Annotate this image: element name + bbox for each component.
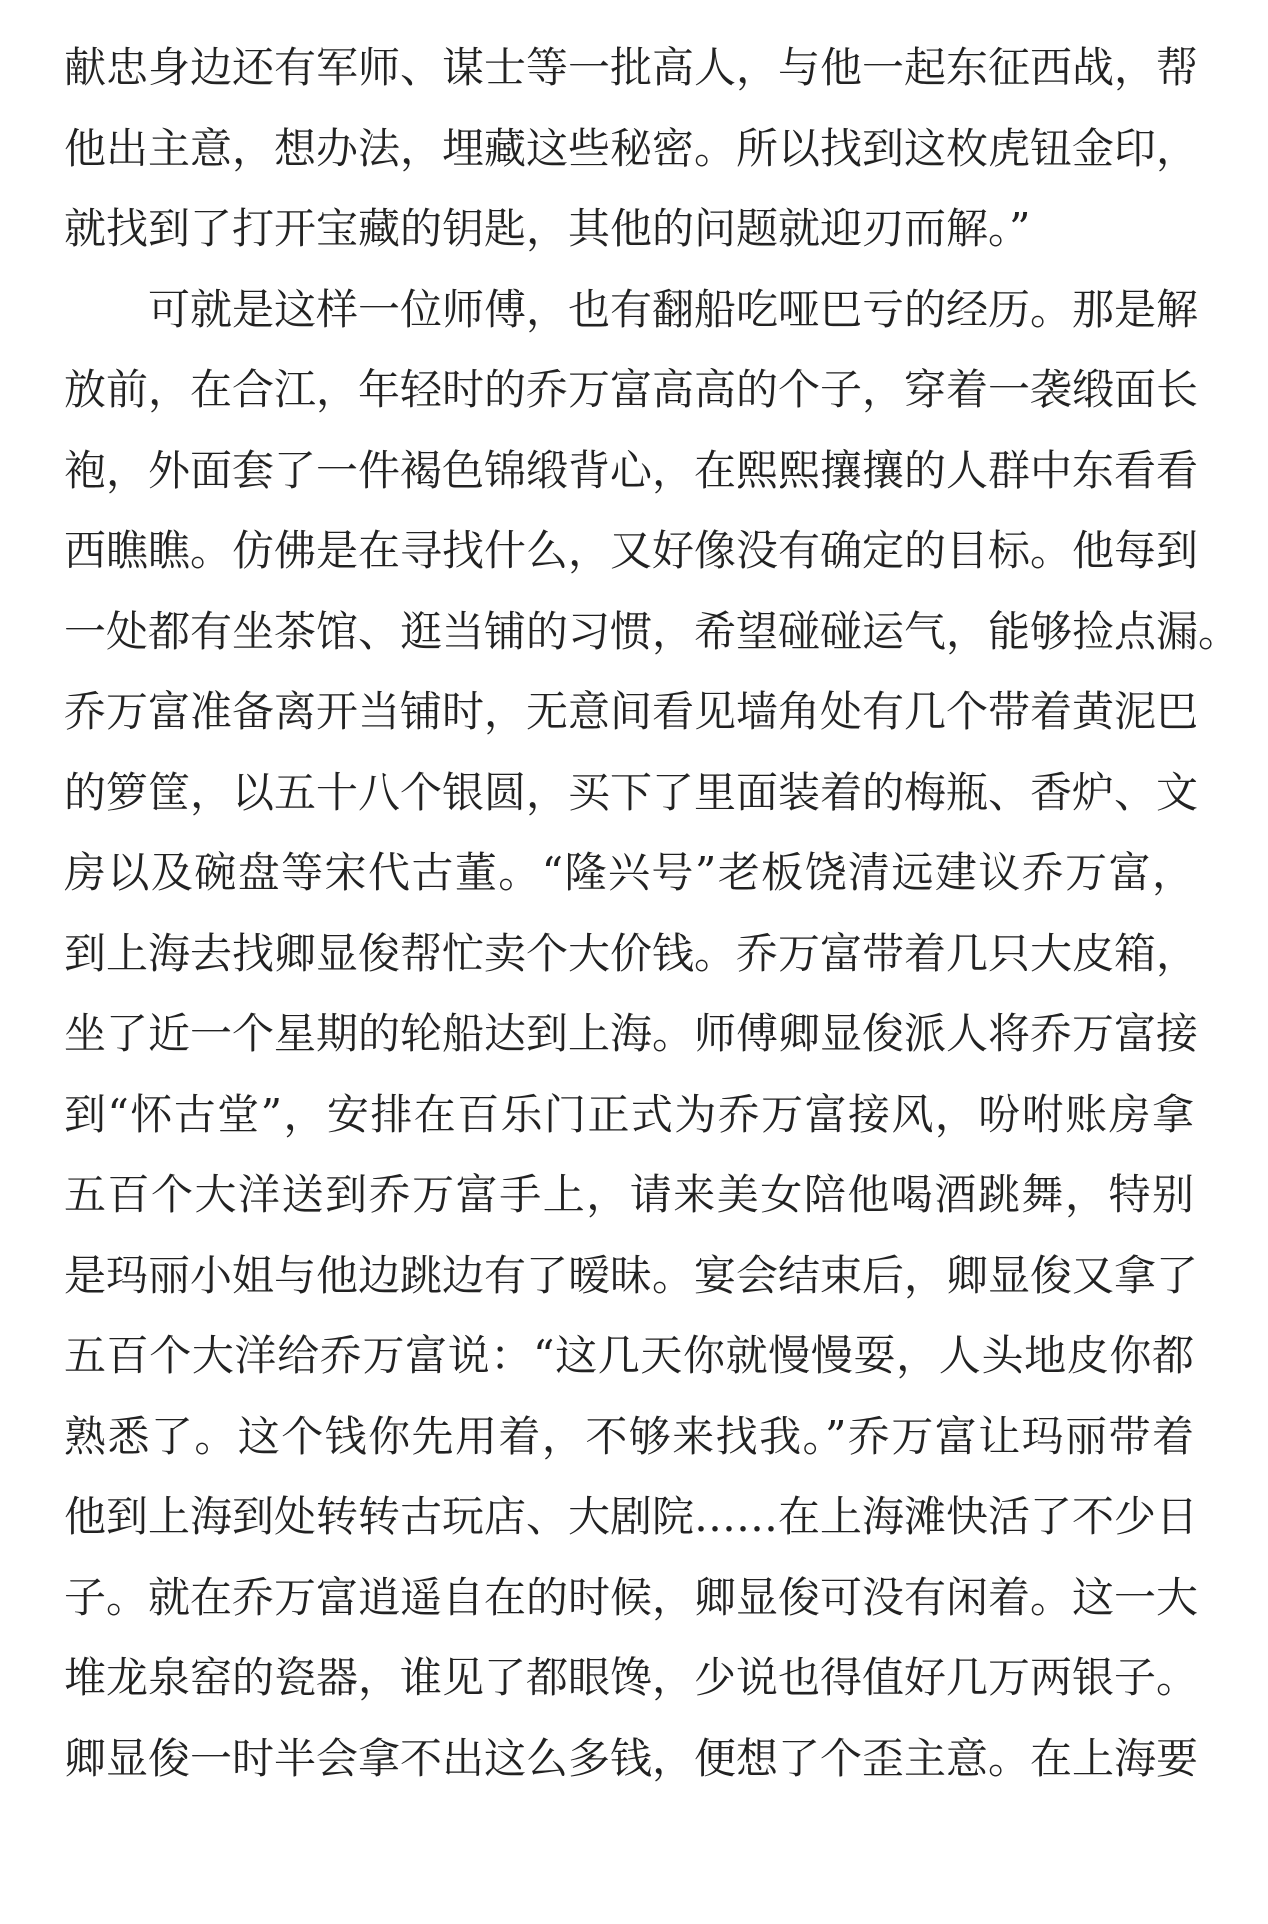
text-line: 袍，外面套了一件褐色锦缎背心，在熙熙攘攘的人群中东看看: [64, 445, 1199, 495]
text-line: 他出主意，想办法，埋藏这些秘密。所以找到这枚虎钮金印，: [64, 123, 1199, 173]
text-line: 可就是这样一位师傅，也有翻船吃哑巴亏的经历。那是解: [148, 284, 1199, 334]
text-line: 就找到了打开宝藏的钥匙，其他的问题就迎刃而解。”: [64, 204, 1031, 253]
text-line: 熟悉了。这个钱你先用着，不够来找我。”乔万富让玛丽带着: [64, 1411, 1194, 1461]
text-line: 子。就在乔万富逍遥自在的时候，卿显俊可没有闲着。这一大: [64, 1572, 1199, 1622]
text-line: 放前，在合江，年轻时的乔万富高高的个子，穿着一袭缎面长: [64, 365, 1199, 414]
text-line: 献忠身边还有军师、谋士等一批高人，与他一起东征西战，帮: [64, 43, 1199, 92]
text-line: 乔万富准备离开当铺时，无意间看见墙角处有几个带着黄泥巴: [64, 687, 1199, 736]
text-line: 五百个大洋给乔万富说：“这几天你就慢慢耍，人头地皮你都: [64, 1331, 1194, 1380]
text-line: 卿显俊一时半会拿不出这么多钱，便想了个歪主意。在上海要: [64, 1733, 1199, 1783]
text-line: 西瞧瞧。仿佛是在寻找什么，又好像没有确定的目标。他每到: [64, 526, 1199, 575]
text-line: 是玛丽小姐与他边跳边有了暧昧。宴会结束后，卿显俊又拿了: [64, 1250, 1199, 1300]
text-line: 他到上海到处转转古玩店、大剧院……在上海滩快活了不少日: [64, 1492, 1199, 1541]
text-line: 五百个大洋送到乔万富手上，请来美女陪他喝酒跳舞，特别: [64, 1170, 1194, 1219]
text-line: 到上海去找卿显俊帮忙卖个大价钱。乔万富带着几只大皮箱，: [64, 928, 1199, 978]
text-line: 的箩筐，以五十八个银圆，买下了里面装着的梅瓶、香炉、文: [64, 767, 1199, 817]
text-line: 到“怀古堂”，安排在百乐门正式为乔万富接风，吩咐账房拿: [64, 1089, 1194, 1139]
text-line: 坐了近一个星期的轮船达到上海。师傅卿显俊派人将乔万富接: [64, 1009, 1199, 1058]
text-line: 堆龙泉窑的瓷器，谁见了都眼馋，少说也得值好几万两银子。: [64, 1653, 1199, 1702]
text-line: 一处都有坐茶馆、逛当铺的习惯，希望碰碰运气，能够捡点漏。: [64, 606, 1241, 656]
text-line: 房以及碗盘等宋代古董。“隆兴号”老板饶清远建议乔万富，: [64, 848, 1194, 897]
body-text: [64, 28, 1241, 1799]
